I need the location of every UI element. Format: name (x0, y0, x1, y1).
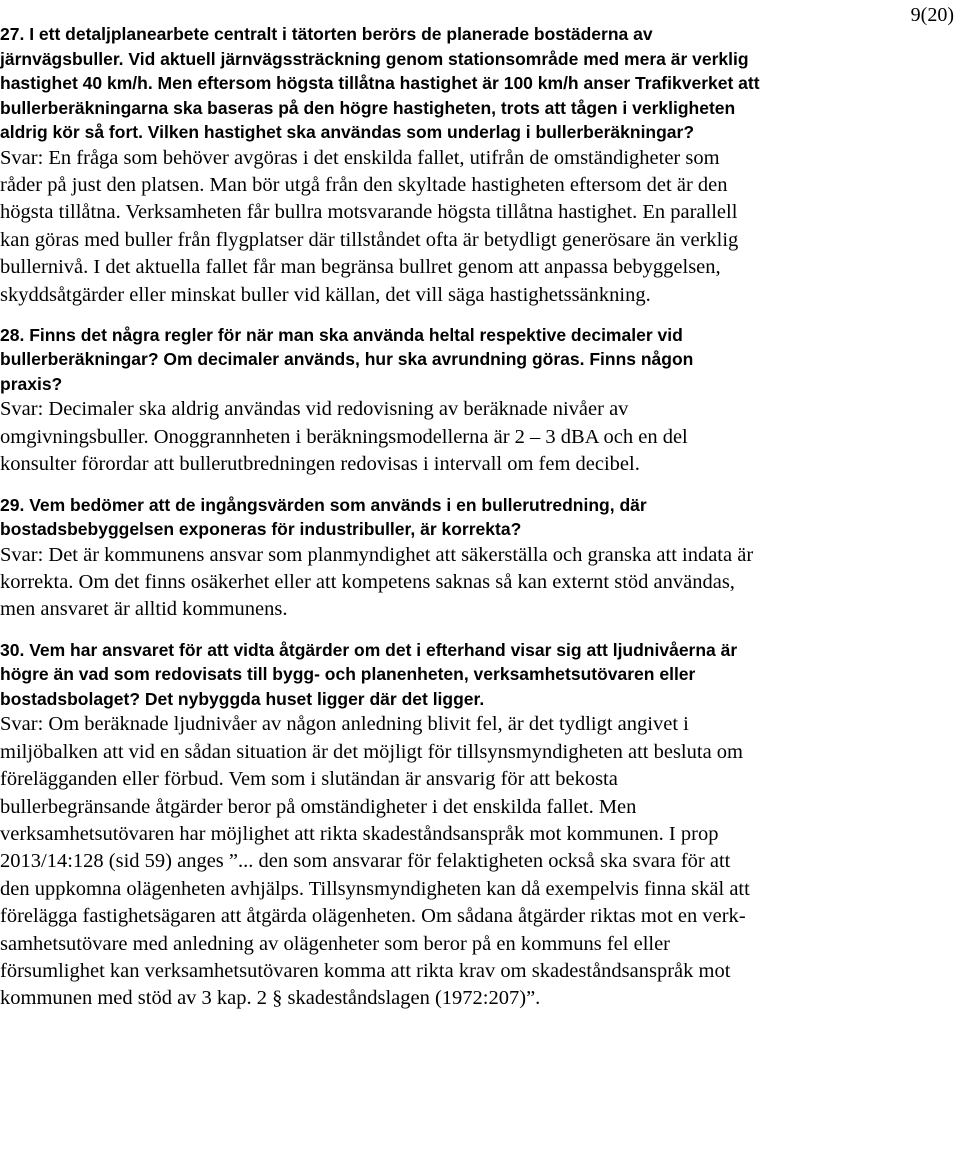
answer-28: Svar: Decimaler ska aldrig användas vid redovisning av beräknade nivåer av omgivningsbuller. Onoggrannheten i beräkningsmodellerna är 2 – 3 dBA och en del konsulter förordar att bullerutbredningen redovisas i intervall om fem decibel. (0, 398, 688, 476)
question-28: 28. Finns det några regler för när man ska använda heltal respektive decimaler vid bullerberäkningar? Om decimaler används, hur ska avrundning göras. Finns någon praxis? (0, 324, 694, 394)
qa-item-30 (0, 638, 760, 1013)
paragraph-gap (0, 624, 760, 638)
question-27: 27. I ett detaljplanearbete centralt i tätorten berörs de planerade bostäderna av järnvägsbuller. Vid aktuell järnvägssträckning genom stationsområde med mera är verklig hastighet 40 km/h. Men eftersom högsta tillåtna hastighet är 100 km/h anser Trafikverket att bullerberäkningarna ska baseras på den högre hastigheten, trots att tågen i verkligheten aldrig kör så fort. Vilken hastighet ska användas som underlag i bullerberäkningar? (0, 24, 760, 142)
page-number: 9(20) (910, 4, 954, 26)
qa-item-27 (0, 22, 760, 309)
paragraph-gap (0, 479, 760, 493)
qa-item-29 (0, 493, 760, 624)
answer-29: Svar: Det är kommunens ansvar som planmyndighet att säkerställa och granska att indata är korrekta. Om det finns osäkerhet eller att kompetens saknas så kan externt stöd användas, men ansvaret är alltid kommunens. (0, 543, 754, 621)
answer-30: Svar: Om beräknade ljudnivåer av någon anledning blivit fel, är det tydligt angivet i miljöbalken att vid en sådan situation är det möjligt för tillsynsmyndigheten att besluta om förelägganden eller förbud. Vem som i slutändan är ansvarig för att bekosta bullerbegränsande åtgärder beror på omständigheter i det enskilda fallet. Men verksamhetsutövaren har möjlighet att rikta skadeståndsanspråk mot kommunen. I prop 2013/14:128 (sid 59) anges ”... den som ansvarar för felaktigheten också ska svara för att den uppkomna olägenheten avhjälps. Tillsynsmyndigheten kan då exempelvis finna skäl att förelägga fastighetsägaren att åtgärda olägenheten. Om sådana åtgärder riktas mot en verksamhetsutövare med anledning av olägenheter som beror på en kommuns fel eller försumlighet kan verksamhetsutövaren komma att rikta krav om skadeståndsanspråk mot kommunen med stöd av 3 kap. 2 § skadeståndslagen (1972:207)”. (0, 713, 750, 1010)
paragraph-gap (0, 309, 760, 323)
qa-item-28 (0, 323, 760, 479)
question-30: 30. Vem har ansvaret för att vidta åtgärder om det i efterhand visar sig att ljudnivåerna är högre än vad som redovisats till bygg- och planenheten, verksamhetsutövaren eller bostadsbolaget? Det nybyggda huset ligger där det ligger. (0, 639, 738, 709)
answer-27: Svar: En fråga som behöver avgöras i det enskilda fallet, utifrån de omständigheter som råder på just den platsen. Man bör utgå från den skyltade hastigheten eftersom det är den högsta tillåtna. Verksamheten får bullra motsvarande högsta tillåtna hastighet. En parallell kan göras med buller från flygplatser där tillståndet ofta är betydligt generösare än verklig bullernivå. I det aktuella fallet får man begränsa bullret genom att anpassa bebyggelsen, skyddsåtgärder eller minskat buller vid källan, det vill säga hastighetssänkning. (0, 146, 739, 306)
question-29: 29. Vem bedömer att de ingångsvärden som används i en bullerutredning, där bostadsbebyggelsen exponeras för industribuller, är korrekta? (0, 494, 647, 540)
document-body (0, 22, 760, 1013)
